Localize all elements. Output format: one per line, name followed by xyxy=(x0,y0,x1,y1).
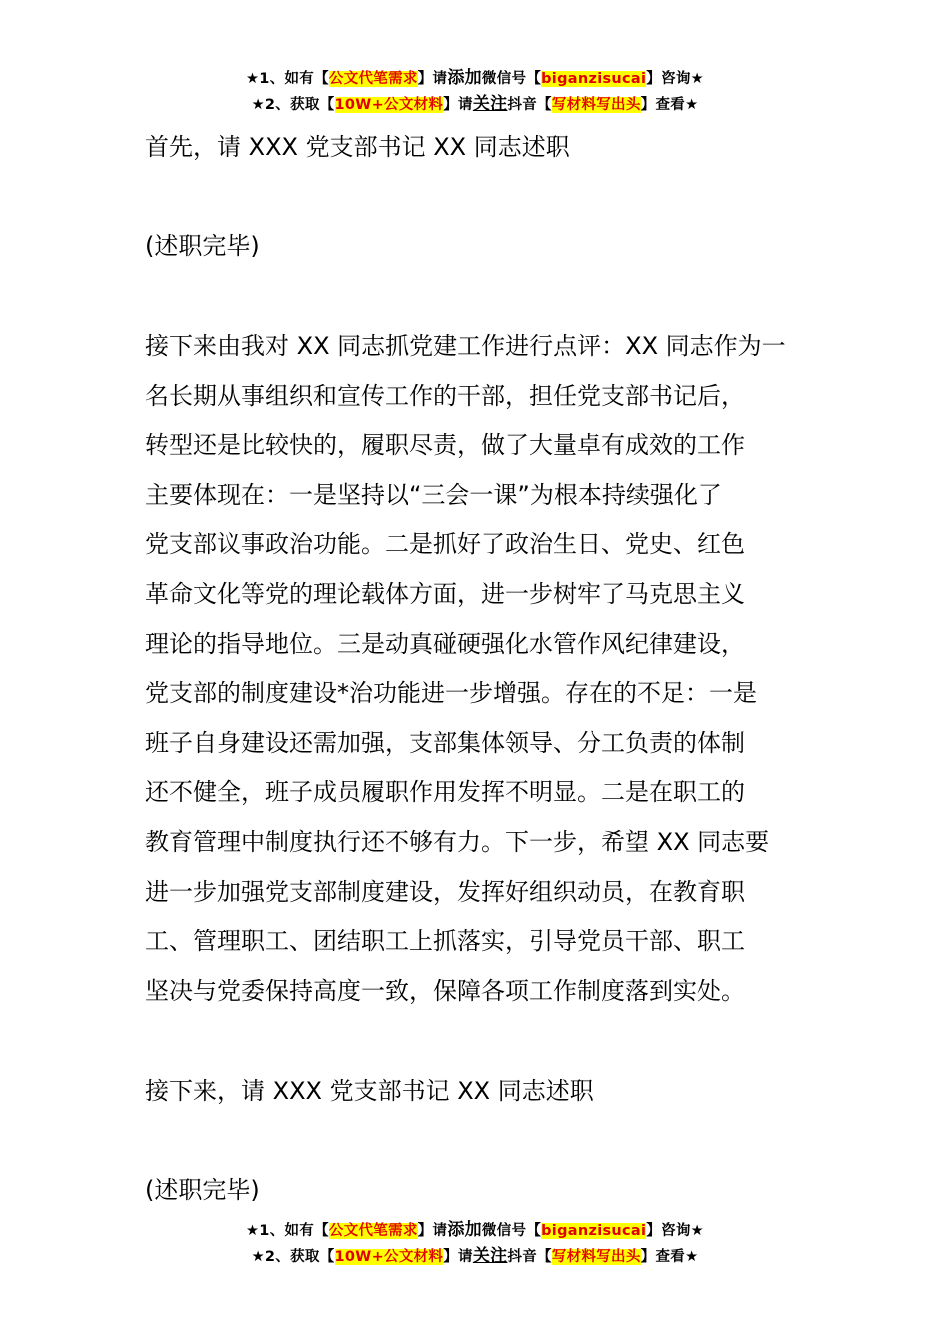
banner-highlight: 10W+公文材料 xyxy=(334,1249,444,1265)
review-line: 还不健全，班子成员履职作用发挥不明显。二是在职工的 xyxy=(145,778,745,807)
review-line: 名长期从事组织和宣传工作的干部，担任党支部书记后， xyxy=(145,381,745,410)
paragraph-next-report xyxy=(145,1067,810,1117)
banner-emphasis: 关注 xyxy=(472,94,508,114)
banner-line-2 xyxy=(0,92,950,118)
banner-text: 】请 xyxy=(417,71,448,87)
banner-text: 微信号【 xyxy=(481,1223,542,1239)
banner-line-1 xyxy=(0,66,950,92)
paragraph-report-done-2 xyxy=(145,1166,810,1216)
header-banner xyxy=(0,66,950,118)
banner-text: ★1、如有【 xyxy=(246,1223,329,1239)
paragraph-text: (述职完毕) xyxy=(145,1176,260,1204)
banner-text: ★2、获取【 xyxy=(251,1249,335,1265)
review-line: 进一步加强党支部制度建设，发挥好组织动员，在教育职 xyxy=(145,877,745,906)
review-line: 主要体现在：一是坚持以“三会一课”为根本持续强化了 xyxy=(145,480,722,509)
banner-text: 】请 xyxy=(443,1249,473,1265)
banner-highlight: 写材料写出头 xyxy=(551,97,641,113)
banner-text: 抖音【 xyxy=(507,1249,552,1265)
banner-text: 】请 xyxy=(417,1223,448,1239)
banner-highlight: 写材料写出头 xyxy=(551,1249,641,1265)
review-line: 班子自身建设还需加强，支部集体领导、分工负责的体制 xyxy=(145,728,745,757)
banner-line-2 xyxy=(0,1244,950,1270)
banner-text: 】请 xyxy=(443,97,473,113)
banner-text: 】查看★ xyxy=(640,1249,699,1265)
review-line: 坚决与党委保持高度一致，保障各项工作制度落到实处。 xyxy=(145,976,745,1005)
banner-text: ★2、获取【 xyxy=(251,97,335,113)
review-line: 党支部议事政治功能。二是抓好了政治生日、党史、红色 xyxy=(145,530,745,559)
review-line: 转型还是比较快的，履职尽责，做了大量卓有成效的工作 xyxy=(145,431,745,460)
banner-line-1 xyxy=(0,1218,950,1244)
banner-highlight: biganzisucai xyxy=(541,1223,647,1239)
banner-text: 】咨询★ xyxy=(646,1223,704,1239)
review-line: 接下来由我对 XX 同志抓党建工作进行点评：XX 同志作为一 xyxy=(145,332,786,360)
paragraph-text: 首先，请 XXX 党支部书记 XX 同志述职 xyxy=(145,133,570,161)
banner-highlight: 公文代笔需求 xyxy=(328,1223,418,1239)
banner-text: 抖音【 xyxy=(507,97,552,113)
banner-emphasis: 关注 xyxy=(472,1246,508,1266)
review-line: 党支部的制度建设*治功能进一步增强。存在的不足：一是 xyxy=(145,679,757,708)
banner-emphasis: 添加 xyxy=(447,1220,482,1240)
banner-highlight: 10W+公文材料 xyxy=(334,97,444,113)
paragraph-review xyxy=(145,322,810,1016)
banner-emphasis: 添加 xyxy=(447,68,482,88)
banner-text: 】查看★ xyxy=(640,97,699,113)
paragraph-text: 接下来，请 XXX 党支部书记 XX 同志述职 xyxy=(145,1077,594,1105)
review-line: 革命文化等党的理论载体方面，进一步树牢了马克思主义 xyxy=(145,579,745,608)
review-line: 工、管理职工、团结职工上抓落实，引导党员干部、职工 xyxy=(145,927,745,956)
banner-text: 】咨询★ xyxy=(646,71,704,87)
paragraph-text: (述职完毕) xyxy=(145,232,260,260)
paragraph-report-done-1 xyxy=(145,222,810,272)
paragraph-opening xyxy=(145,123,810,173)
banner-text: ★1、如有【 xyxy=(246,71,329,87)
banner-highlight: biganzisucai xyxy=(541,71,647,87)
banner-text: 微信号【 xyxy=(481,71,542,87)
review-line: 理论的指导地位。三是动真碰硬强化水管作风纪律建设， xyxy=(145,629,745,658)
footer-banner xyxy=(0,1218,950,1270)
review-line: 教育管理中制度执行还不够有力。下一步，希望 XX 同志要 xyxy=(145,827,770,856)
banner-highlight: 公文代笔需求 xyxy=(328,71,418,87)
